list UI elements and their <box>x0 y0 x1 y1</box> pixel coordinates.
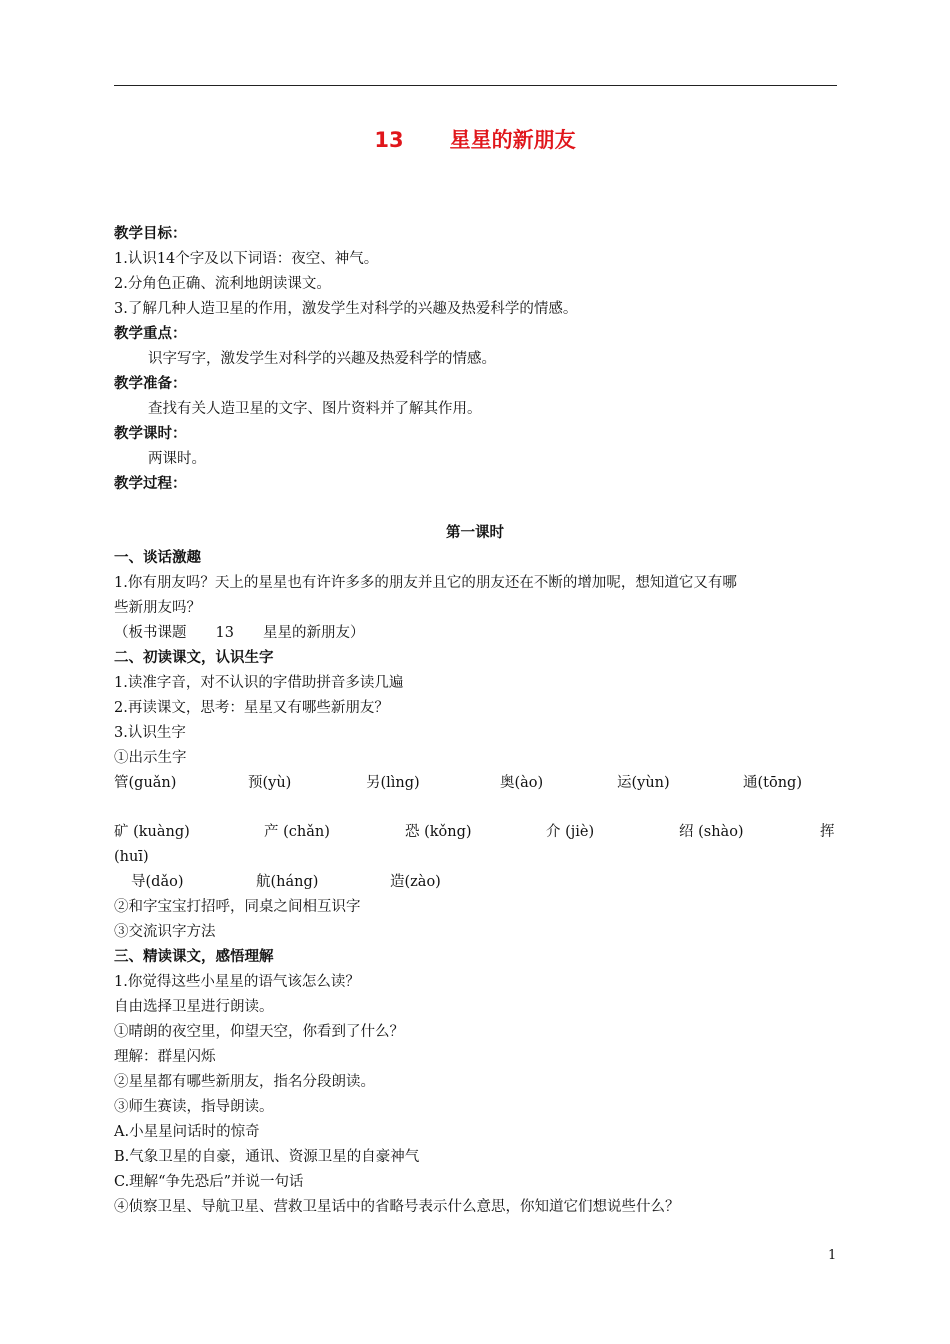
part3-item: 1.你觉得这些小星星的语气该怎么读？ <box>114 974 360 990</box>
hours-heading: 教学课时： <box>114 426 187 442</box>
char-pinyin: 造(zào) <box>390 874 441 890</box>
char-pinyin: 另(lìng) <box>366 775 420 791</box>
char-pinyin: 通(tōng) <box>743 775 802 791</box>
page-title <box>0 124 950 154</box>
part2-heading: 二、初读课文，认识生字 <box>114 650 274 666</box>
part3-item: B.气象卫星的自豪，通讯、资源卫星的自豪神气 <box>114 1149 420 1165</box>
part2-item: 1.读准字音，对不认识的字借助拼音多读几遍 <box>114 675 404 691</box>
part3-item: 自由选择卫星进行朗读。 <box>114 999 274 1015</box>
goal-item: 1.认识14个字及以下词语：夜空、神气。 <box>114 251 379 267</box>
part1-line: 1.你有朋友吗？天上的星星也有许许多多的朋友并且它的朋友还在不断的增加呢，想知道它又有哪 <box>114 575 737 591</box>
process-heading: 教学过程： <box>114 476 187 492</box>
prep-text: 查找有关人造卫星的文字、图片资料并了解其作用。 <box>148 401 482 417</box>
goal-item: 3.了解几种人造卫星的作用，激发学生对科学的兴趣及热爱科学的情感。 <box>114 301 578 317</box>
part2-item: 3.认识生字 <box>114 725 186 741</box>
char-pinyin: 恐 (kǒng) <box>405 824 472 840</box>
part3-heading: 三、精读课文，感悟理解 <box>114 949 274 965</box>
part1-heading: 一、谈话激趣 <box>114 550 201 566</box>
goal-item: 2.分角色正确、流利地朗读课文。 <box>114 276 331 292</box>
part1-line: 些新朋友吗？ <box>114 600 201 616</box>
part3-item: ①晴朗的夜空里，仰望天空，你看到了什么？ <box>114 1024 404 1040</box>
char-pinyin: 管(guǎn) <box>114 775 177 791</box>
focus-heading: 教学重点： <box>114 326 187 342</box>
lesson1-heading: 第一课时 <box>446 525 504 541</box>
char-pinyin: 预(yù) <box>248 775 292 791</box>
char-pinyin: 挥 <box>820 824 835 840</box>
page-number: 1 <box>828 1248 837 1263</box>
char-pinyin: 航(háng) <box>256 874 319 890</box>
char-pinyin: 绍 (shào) <box>679 824 744 840</box>
char-pinyin: 矿 (kuàng) <box>114 824 190 840</box>
lesson-title: 星星的新朋友 <box>449 128 576 152</box>
part2-item: ①出示生字 <box>114 750 187 766</box>
part3-item: ④侦察卫星、导航卫星、营救卫星话中的省略号表示什么意思，你知道它们想说些什么？ <box>114 1199 680 1215</box>
goals-heading: 教学目标： <box>114 226 187 242</box>
char-pinyin: (huī) <box>114 849 149 865</box>
char-pinyin: 奥(ào) <box>500 775 544 791</box>
part3-item: A.小星星问话时的惊奇 <box>114 1124 260 1140</box>
char-pinyin: 介 (jiè) <box>546 824 595 840</box>
char-pinyin: 导(dǎo) <box>131 874 184 890</box>
part2-item: ②和字宝宝打招呼，同桌之间相互识字 <box>114 899 361 915</box>
char-pinyin: 产 (chǎn) <box>264 824 330 840</box>
char-pinyin: 运(yùn) <box>617 775 670 791</box>
hours-text: 两课时。 <box>148 451 206 467</box>
part2-item: ③交流识字方法 <box>114 924 216 940</box>
focus-text: 识字写字，激发学生对科学的兴趣及热爱科学的情感。 <box>148 351 496 367</box>
lesson-number: 13 <box>374 128 404 152</box>
part3-item: ②星星都有哪些新朋友，指名分段朗读。 <box>114 1074 375 1090</box>
part1-line: （板书课题 13 星星的新朋友） <box>114 625 365 641</box>
header-rule <box>114 85 837 86</box>
part3-item: 理解：群星闪烁 <box>114 1049 216 1065</box>
prep-heading: 教学准备： <box>114 376 187 392</box>
part3-item: ③师生赛读，指导朗读。 <box>114 1099 274 1115</box>
part3-item: C.理解“争先恐后”并说一句话 <box>114 1174 304 1190</box>
part2-item: 2.再读课文，思考：星星又有哪些新朋友？ <box>114 700 389 716</box>
